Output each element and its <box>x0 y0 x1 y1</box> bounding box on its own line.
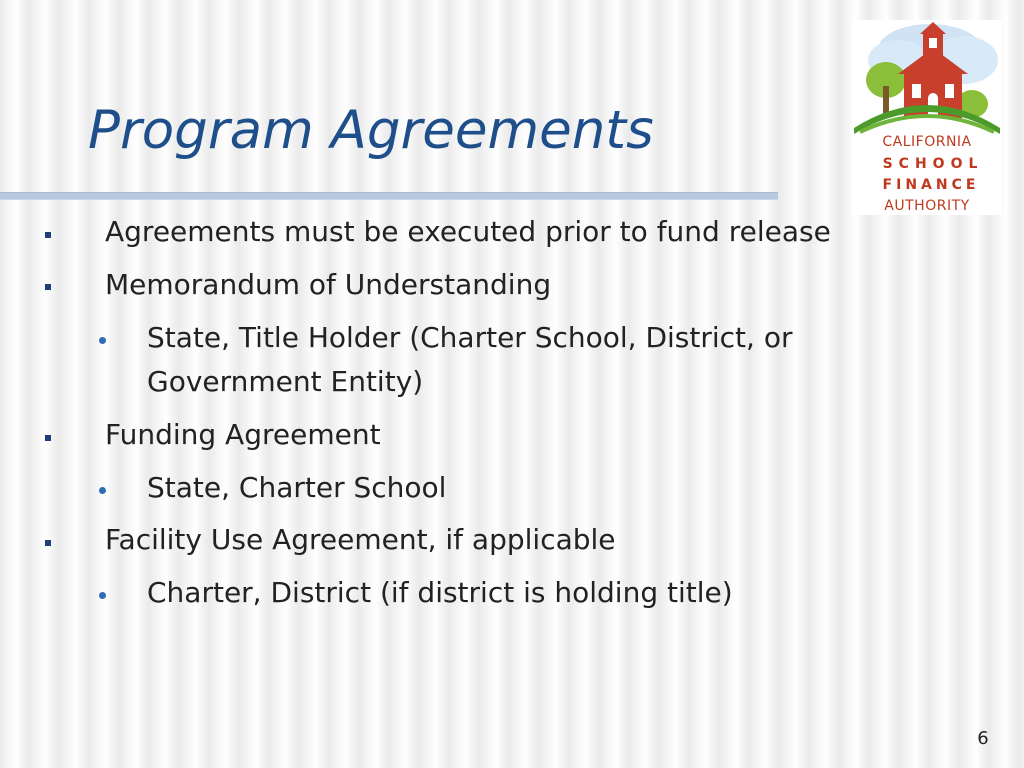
sub-bullet-item: State, Title Holder (Charter School, District, or <box>147 321 793 354</box>
square-bullet-icon <box>45 284 51 290</box>
bullet-item: Memorandum of Understanding <box>105 268 552 301</box>
square-bullet-icon <box>45 232 51 238</box>
sub-bullet-item: State, Charter School <box>147 471 447 504</box>
square-bullet-icon <box>45 435 51 441</box>
logo-text-line: FINANCE <box>882 177 980 193</box>
sub-bullet-item: Charter, District (if district is holding title) <box>147 576 733 609</box>
square-bullet-icon <box>45 540 51 546</box>
dot-bullet-icon <box>99 337 106 344</box>
logo-text-line: CALIFORNIA <box>882 134 972 150</box>
logo-text-line: AUTHORITY <box>884 198 970 214</box>
page-number: 6 <box>977 728 989 749</box>
logo-text-line: SCHOOL <box>882 156 984 172</box>
sub-bullet-item-continuation: Government Entity) <box>147 365 424 398</box>
bullet-item: Facility Use Agreement, if applicable <box>105 523 616 556</box>
dot-bullet-icon <box>99 592 106 599</box>
bullet-item: Funding Agreement <box>105 418 381 451</box>
dot-bullet-icon <box>99 487 106 494</box>
slide-title: Program Agreements <box>88 100 654 161</box>
bullet-item: Agreements must be executed prior to fund release <box>105 215 831 248</box>
